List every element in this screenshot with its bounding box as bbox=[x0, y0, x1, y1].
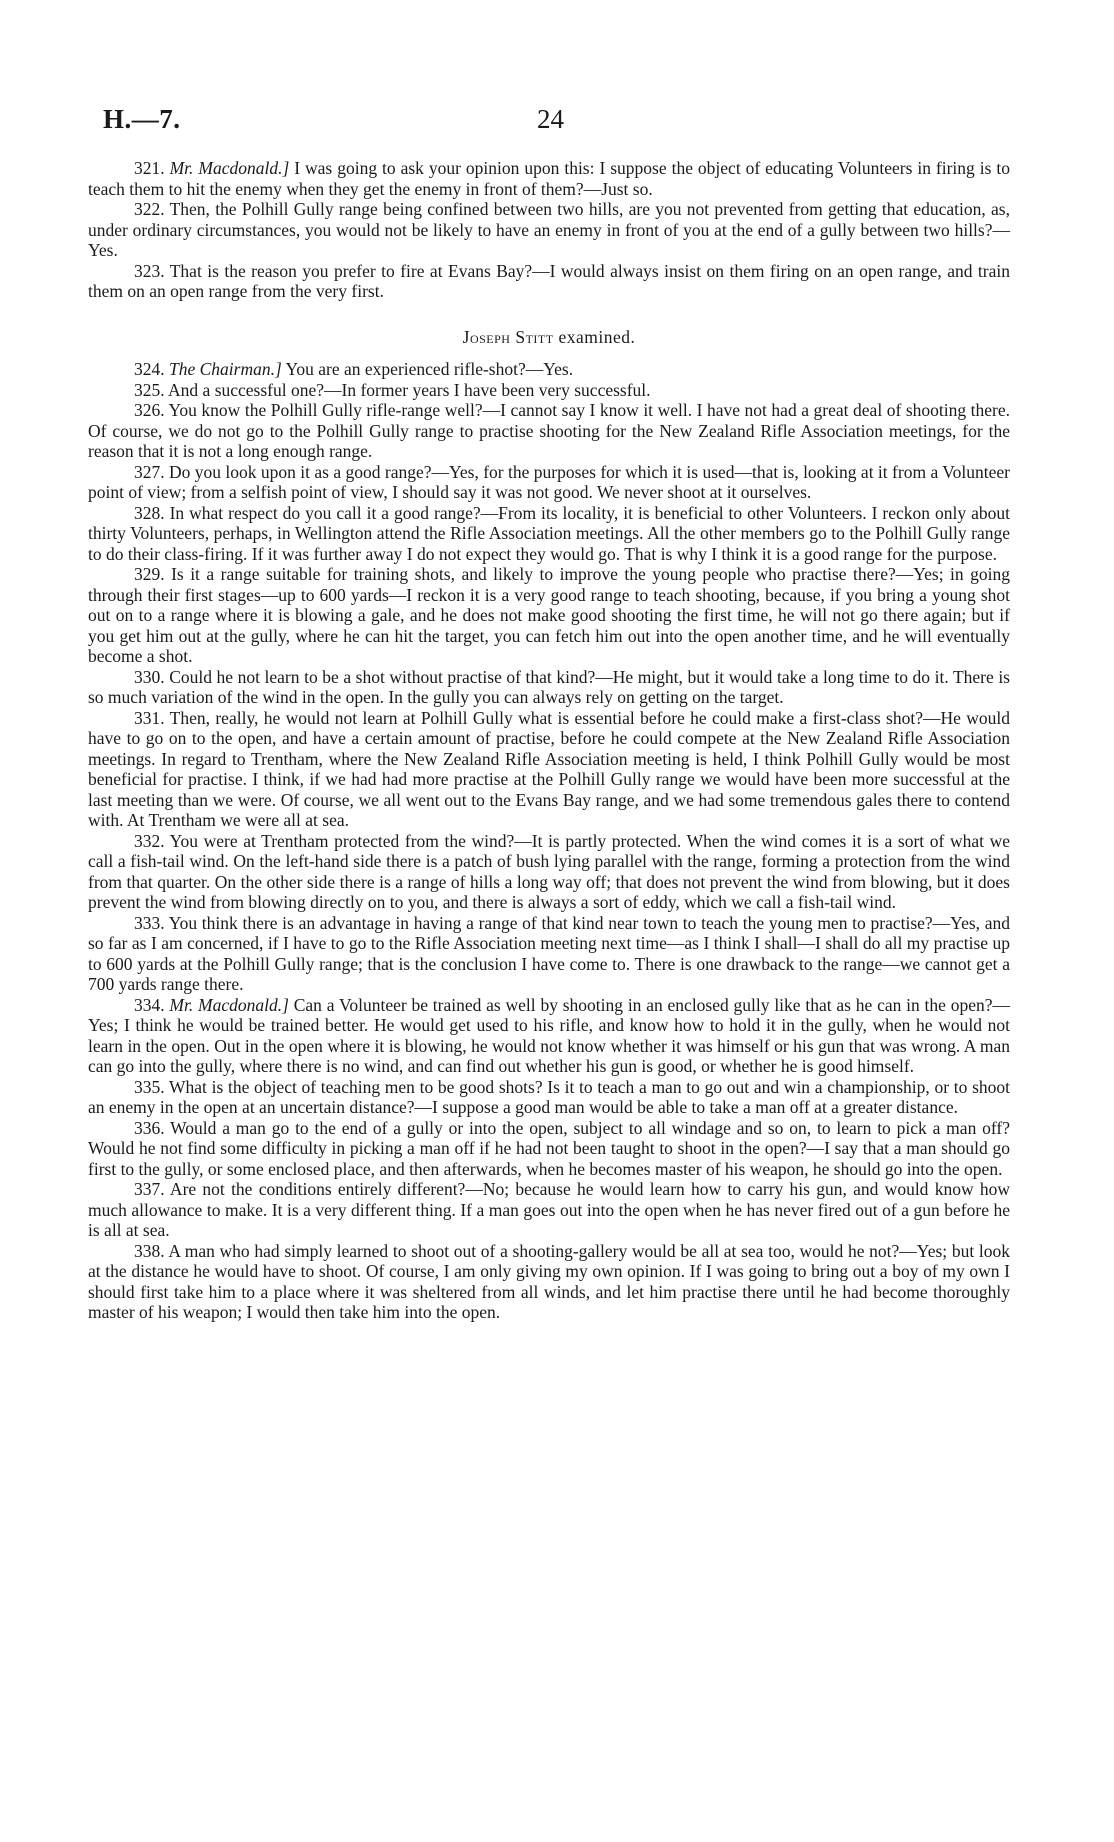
question-number: 337. bbox=[134, 1179, 165, 1199]
question-number: 332. bbox=[134, 830, 165, 851]
question-paragraph bbox=[88, 1241, 1010, 1323]
question-paragraph bbox=[88, 708, 1010, 831]
question-paragraph bbox=[88, 380, 1010, 401]
question-text: You were at Trentham protected from the wind?—It is partly protected. When the wind comes it is a sort of what we call a fish-tail wind. On the left-hand side there is a patch of bush lying parallel with the range, forming a protection from the wind from that quarter. On the other side there is a range of hills a long way off; that does not prevent the wind from blowing, but it does prevent the wind from blowing directly on to you, and there is always a sort of eddy, which we call a fish-tail wind. bbox=[88, 830, 1010, 912]
question-paragraph bbox=[88, 564, 1010, 667]
question-number: 333. bbox=[134, 912, 165, 933]
speaker-label: Mr. Macdonald.] bbox=[169, 158, 290, 178]
question-number: 326. bbox=[134, 400, 165, 420]
question-text: That is the reason you prefer to fire at Evans Bay?—I would always insist on them firing on an open range, and train them on an open range from the very first. bbox=[88, 260, 1010, 301]
question-number: 328. bbox=[134, 502, 165, 523]
evidence-body bbox=[88, 158, 1010, 1323]
question-number: 323. bbox=[134, 260, 165, 281]
question-text: And a successful one?—In former years I have been very successful. bbox=[164, 379, 651, 400]
question-number: 329. bbox=[134, 564, 165, 584]
question-paragraph bbox=[88, 261, 1010, 302]
question-text: Are not the conditions entirely different?—No; because he would learn how to carry his gun, and would know how much allowance to make. It is a very different thing. If a man goes out into the open when he has never fired out of a gun before he is all at sea. bbox=[88, 1179, 1010, 1240]
question-paragraph bbox=[88, 462, 1010, 503]
question-number: 322. bbox=[134, 199, 165, 219]
question-text: You are an experienced rifle-shot?—Yes. bbox=[281, 359, 574, 379]
question-text: What is the object of teaching men to be good shots? Is it to teach a man to go out and win a championship, or to shoot an enemy in the open at an uncertain distance?—I suppose a good man would be able to take a man off at a greater distance. bbox=[88, 1076, 1010, 1117]
question-paragraph bbox=[88, 1179, 1010, 1241]
question-paragraph bbox=[88, 359, 1010, 380]
question-paragraph bbox=[88, 995, 1010, 1077]
question-paragraph bbox=[88, 158, 1010, 199]
witness-name: Joseph Stitt bbox=[462, 326, 554, 347]
question-paragraph bbox=[88, 667, 1010, 708]
question-text: Can a Volunteer be trained as well by shooting in an enclosed gully like that as he can in the open?—Yes; I think he would be trained better. He would get used to his rifle, and know how to hold it in the gully, when he would not learn in the open. Out in the open where it is blowing, he would not know whether it was himself or his gun that was wrong. A man can go into the gully, where there is no wind, and can find out whether his gun is good, or whether he is good himself. bbox=[88, 994, 1011, 1076]
question-text: Then, the Polhill Gully range being confined between two hills, are you not prevented from getting that education, as, under ordinary circumstances, you would not be likely to have an enemy in front of you at the end of a gully between two hills?—Yes. bbox=[88, 199, 1010, 260]
question-paragraph bbox=[88, 199, 1010, 261]
question-number: 338. bbox=[134, 1240, 165, 1261]
question-text: Could he not learn to be a shot without practise of that kind?—He might, but it would take a long time to do it. There is so much variation of the wind in the open. In the gully you can always rely on getting on the target. bbox=[88, 666, 1010, 707]
question-text: A man who had simply learned to shoot out of a shooting-gallery would be all at sea too, would he not?—Yes; but look at the distance he would have to shoot. Of course, I am only giving my own opinion. If I was going to bring out a boy of my own I should first take him to a place where it was sheltered from all winds, and let him practise there until he had become thoroughly master of his weapon; I would then take him into the open. bbox=[88, 1240, 1010, 1322]
speaker-label: The Chairman.] bbox=[169, 359, 282, 379]
page-number: 24 bbox=[537, 104, 564, 134]
question-text: Then, really, he would not learn at Polhill Gully what is essential before he could make a first-class shot?—He would have to go on to the open, and have a certain amount of practise, before he could compete at the New Zealand Rifle Association meetings. In regard to Trentham, where the New Zealand Rifle Association meeting is held, I think Polhill Gully would be most beneficial for practise. I think, if we had had more practise at the Polhill Gully range we would have been more successful at the last meeting than we were. Of course, we all went out to the Evans Bay range, and we had some tremendous gales there to contend with. At Trentham we were all at sea. bbox=[88, 707, 1010, 830]
question-paragraph bbox=[88, 831, 1010, 913]
question-number: 327. bbox=[134, 461, 165, 482]
question-text: I was going to ask your opinion upon this: I suppose the object of educating Volunteers in firing is to teach them to hit the enemy when they get the enemy in front of them?—Just so. bbox=[88, 158, 1011, 199]
question-text: Is it a range suitable for training shots, and likely to improve the young people who practise there?—Yes; in going through their first stages—up to 600 yards—I reckon it is a very good range to teach shooting, because, if you bring a young shot out on to a range where it is blowing a gale, and he does not make good shooting the first time, he will not go there again; but if you get him out at the gully, where he can hit the target, you can fetch him out into the open another time, and he will eventually become a shot. bbox=[88, 564, 1010, 666]
question-paragraph bbox=[88, 913, 1010, 995]
question-paragraph bbox=[88, 503, 1010, 565]
question-paragraph bbox=[88, 400, 1010, 462]
question-number: 325. bbox=[134, 379, 165, 400]
question-number: 334. bbox=[134, 994, 165, 1015]
question-paragraph bbox=[88, 1118, 1010, 1180]
question-text: Would a man go to the end of a gully or into the open, subject to all windage and so on, to learn to pick a man off? Would he not find some difficulty in picking a man off if he had not been taught to shoot in the open?—I say that a man should go first to the gully, or some enclosed place, and then afterwards, when he becomes master of his weapon, he should go into the open. bbox=[88, 1117, 1010, 1179]
question-number: 330. bbox=[134, 666, 165, 687]
question-paragraph bbox=[88, 1077, 1010, 1118]
question-number: 336. bbox=[134, 1117, 165, 1138]
witness-action: examined. bbox=[558, 326, 636, 347]
question-text: Do you look upon it as a good range?—Yes, for the purposes for which it is used—that is, looking at it from a Volunteer point of view; from a selfish point of view, I should say it was not good. We never shoot at it ourselves. bbox=[88, 461, 1010, 502]
question-number: 324. bbox=[134, 359, 165, 379]
speaker-label: Mr. Macdonald.] bbox=[169, 994, 289, 1015]
question-number: 335. bbox=[134, 1076, 165, 1097]
document-reference: H.—7. bbox=[103, 104, 181, 134]
question-text: You know the Polhill Gully rifle-range well?—I cannot say I know it well. I have not had a great deal of shooting there. Of course, we do not go to the Polhill Gully range to practise shooting for the New Zealand Rifle Association meetings, for the reason that it is not a long enough range. bbox=[88, 400, 1010, 461]
question-text: You think there is an advantage in having a range of that kind near town to teach the young men to practise?—Yes, and so far as I am concerned, if I have to go to the Rifle Association meeting next time—as I think I shall—I shall do all my practise up to 600 yards at the Polhill Gully range; that is the conclusion I have come to. There is one drawback to the range—we cannot get a 700 yards range there. bbox=[88, 912, 1010, 994]
witness-heading bbox=[88, 327, 1010, 348]
question-number: 321. bbox=[134, 158, 165, 178]
question-number: 331. bbox=[134, 707, 165, 728]
question-text: In what respect do you call it a good range?—From its locality, it is beneficial to other Volunteers. I reckon only about thirty Volunteers, perhaps, in Wellington attend the Rifle Association meetings. All the other members go to the Polhill Gully range to do their class-firing. If it was further away I do not expect they would go. That is why I think it is a good range for the purpose. bbox=[88, 502, 1010, 564]
